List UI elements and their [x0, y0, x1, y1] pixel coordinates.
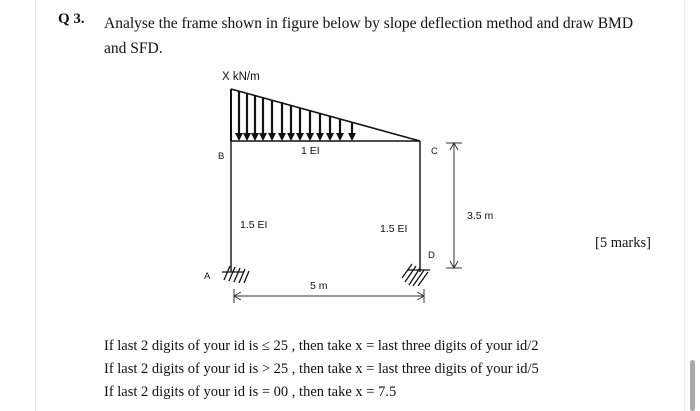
- right-column-stiffness-label: 1.5 EI: [380, 223, 408, 235]
- node-d-label: D: [428, 250, 435, 261]
- height-dimension-label: 3.5 m: [467, 210, 494, 222]
- condition-line: If last 2 digits of your id is > 25 , then take x = last three digits of your id/5: [104, 361, 539, 377]
- marks-label: [5 marks]: [595, 235, 651, 251]
- question-text-line2: and SFD.: [104, 40, 163, 57]
- condition-line: If last 2 digits of your id is = 00 , then take x = 7.5: [104, 384, 397, 400]
- scrollbar[interactable]: [690, 360, 695, 411]
- question-text-line1: Analyse the frame shown in figure below by slope deflection method and draw BMD: [104, 15, 634, 32]
- condition-line: If last 2 digits of your id is ≤ 25 , then take x = last three digits of your id/2: [104, 338, 539, 354]
- distributed-load: [231, 89, 420, 141]
- node-b-label: B: [218, 151, 225, 162]
- span-dimension: [234, 289, 424, 303]
- node-a-label: A: [204, 271, 211, 282]
- load-label: X kN/m: [222, 71, 260, 83]
- left-column-stiffness-label: 1.5 EI: [240, 219, 268, 231]
- span-dimension-label: 5 m: [310, 280, 328, 292]
- node-c-label: C: [431, 146, 438, 157]
- fixed-support-d: [402, 264, 430, 286]
- height-dimension: [446, 143, 462, 268]
- question-number: Q 3.: [58, 11, 85, 27]
- fixed-support-a: [222, 266, 249, 283]
- beam-stiffness-label: 1 EI: [301, 145, 320, 157]
